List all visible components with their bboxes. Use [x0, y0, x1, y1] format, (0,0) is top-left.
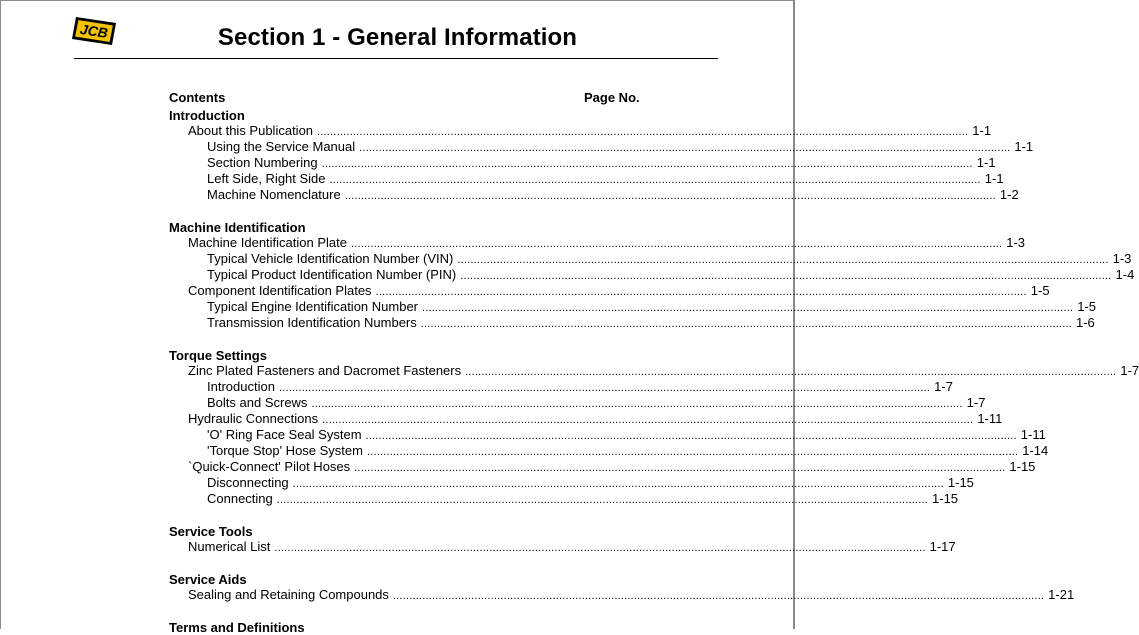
toc-entry-label: Left Side, Right Side — [207, 171, 326, 186]
leader-dots: ........................................................................................................................................................................................................ — [278, 382, 931, 394]
toc-entry[interactable] — [207, 395, 986, 411]
leader-dots: ........................................................................................................................................................................................................ — [457, 254, 1109, 266]
toc-entry[interactable] — [188, 459, 1036, 475]
toc-entry-page: 1-3 — [1112, 251, 1132, 266]
leader-dots: ........................................................................................................................................................................................................ — [359, 142, 1011, 154]
toc-entry-label: Sealing and Retaining Compounds — [188, 587, 389, 602]
toc-entry-page: 1-3 — [1006, 235, 1026, 250]
toc-entry-page: 1-11 — [1020, 427, 1046, 442]
toc-entry-page: 1-14 — [1022, 443, 1049, 458]
toc-entry[interactable] — [207, 427, 1046, 443]
page-title: Section 1 - General Information — [217, 24, 578, 51]
toc-entry-page: 1-4 — [1115, 267, 1135, 282]
toc-entry-page: 1-7 — [1120, 363, 1139, 378]
toc-entry-label: Typical Product Identification Number (PIN) — [207, 267, 457, 282]
toc-entry[interactable] — [207, 267, 1135, 283]
leader-dots: ........................................................................................................................................................................................................ — [460, 270, 1112, 282]
toc-entry-label: Disconnecting — [207, 475, 289, 490]
leader-dots: ........................................................................................................................................................................................................ — [350, 238, 1003, 250]
toc-entry[interactable] — [188, 411, 1003, 427]
leader-dots: ........................................................................................................................................................................................................ — [422, 302, 1074, 314]
toc-entry-label: Typical Vehicle Identification Number (VIN) — [207, 251, 454, 266]
toc-entry[interactable] — [207, 491, 959, 507]
toc-entry-page: 1-7 — [966, 395, 986, 410]
toc-entry[interactable] — [188, 235, 1026, 251]
toc-entry[interactable] — [207, 379, 953, 395]
leader-dots: ........................................................................................................................................................................................................ — [292, 478, 944, 490]
page-border-top — [0, 0, 795, 1]
section-heading-service-aids: Service Aids — [169, 572, 247, 587]
logo-text: JCB — [78, 20, 110, 42]
toc-entry-label: Component Identification Plates — [188, 283, 372, 298]
toc-entry[interactable] — [188, 283, 1050, 299]
leader-dots: ........................................................................................................................................................................................................ — [365, 430, 1017, 442]
toc-entry[interactable] — [188, 123, 992, 139]
toc-entry-label: Transmission Identification Numbers — [207, 315, 417, 330]
toc-entry-label: About this Publication — [188, 123, 314, 138]
toc-entry-label: Hydraulic Connections — [188, 411, 319, 426]
toc-entry-page: 1-1 — [976, 155, 996, 170]
toc-entry-page: 1-6 — [1076, 315, 1095, 330]
toc-entry[interactable] — [188, 363, 1139, 379]
toc-entry-label: Bolts and Screws — [207, 395, 308, 410]
toc-entry-label: Introduction — [207, 379, 275, 394]
title-rule — [74, 58, 718, 59]
toc-entry-page: 1-15 — [932, 491, 959, 506]
toc-entry[interactable] — [207, 475, 974, 491]
toc-entry[interactable] — [207, 251, 1132, 267]
leader-dots: ........................................................................................................................................................................................................ — [321, 158, 973, 170]
toc-entry[interactable] — [207, 187, 1019, 203]
toc-entry-page: 1-17 — [929, 539, 956, 554]
page-number-header: Page No. — [584, 90, 640, 105]
toc-entry[interactable] — [207, 299, 1097, 315]
toc-entry-page: 1-5 — [1030, 283, 1050, 298]
leader-dots: ........................................................................................................................................................................................................ — [375, 286, 1027, 298]
toc-entry[interactable] — [188, 539, 956, 555]
toc-entry[interactable] — [207, 171, 1004, 187]
toc-entry[interactable] — [207, 155, 996, 171]
toc-entry-page: 1-7 — [934, 379, 953, 394]
section-heading-service-tools: Service Tools — [169, 524, 253, 539]
leader-dots: ........................................................................................................................................................................................................ — [344, 190, 996, 202]
leader-dots: ........................................................................................................................................................................................................ — [276, 494, 929, 506]
contents-header: Contents — [169, 90, 226, 105]
leader-dots: ........................................................................................................................................................................................................ — [329, 174, 981, 186]
toc-entry-label: Numerical List — [188, 539, 271, 554]
leader-dots: ........................................................................................................................................................................................................ — [465, 366, 1117, 378]
leader-dots: ........................................................................................................................................................................................................ — [354, 462, 1006, 474]
leader-dots: ........................................................................................................................................................................................................ — [311, 398, 963, 410]
section-heading-terms-and-definitions: Terms and Definitions — [169, 620, 305, 635]
toc-entry-label: `Quick-Connect' Pilot Hoses — [188, 459, 351, 474]
toc-entry-page: 1-2 — [999, 187, 1019, 202]
toc-entry-page: 1-1 — [1014, 139, 1034, 154]
toc-entry-page: 1-15 — [947, 475, 974, 490]
toc-entry-label: Using the Service Manual — [207, 139, 356, 154]
toc-entry-page: 1-1 — [984, 171, 1004, 186]
toc-entry-label: 'Torque Stop' Hose System — [207, 443, 363, 458]
toc-entry[interactable] — [207, 139, 1034, 155]
toc-entry-page: 1-1 — [972, 123, 992, 138]
toc-entry-page: 1-5 — [1077, 299, 1097, 314]
toc-entry[interactable] — [207, 443, 1049, 459]
leader-dots: ........................................................................................................................................................................................................ — [274, 542, 926, 554]
leader-dots: ........................................................................................................................................................................................................ — [392, 590, 1045, 602]
toc-entry-page: 1-11 — [977, 411, 1003, 426]
leader-dots: ........................................................................................................................................................................................................ — [366, 446, 1019, 458]
toc-entry-label: Machine Identification Plate — [188, 235, 347, 250]
leader-dots: ........................................................................................................................................................................................................ — [322, 414, 974, 426]
section-heading-machine-identification: Machine Identification — [169, 220, 306, 235]
toc-entry-label: Machine Nomenclature — [207, 187, 341, 202]
toc-entry-label: Zinc Plated Fasteners and Dacromet Fasteners — [188, 363, 462, 378]
toc-entry[interactable] — [207, 315, 1095, 331]
leader-dots: ........................................................................................................................................................................................................ — [420, 318, 1072, 330]
page-border-left — [0, 0, 1, 629]
toc-entry-page: 1-21 — [1048, 587, 1075, 602]
toc-entry[interactable] — [188, 587, 1075, 603]
leader-dots: ........................................................................................................................................................................................................ — [317, 126, 969, 138]
toc-entry-label: Section Numbering — [207, 155, 318, 170]
section-heading-torque-settings: Torque Settings — [169, 348, 267, 363]
toc-entry-label: Connecting — [207, 491, 273, 506]
toc-entry-label: Typical Engine Identification Number — [207, 299, 419, 314]
toc-entry-page: 1-15 — [1009, 459, 1036, 474]
toc-entry-label: 'O' Ring Face Seal System — [207, 427, 362, 442]
section-heading-introduction: Introduction — [169, 108, 245, 123]
